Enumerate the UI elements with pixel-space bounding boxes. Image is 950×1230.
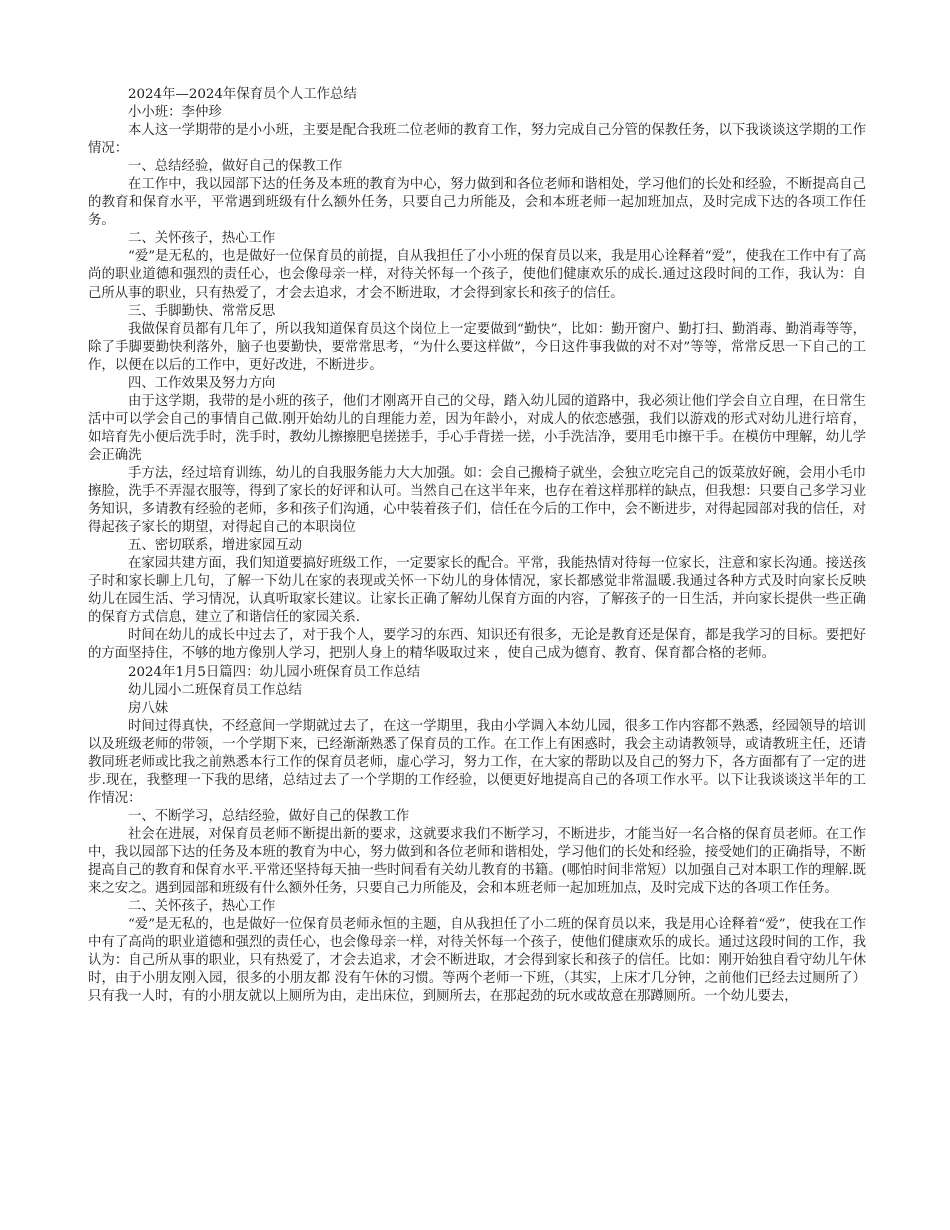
paragraph: “爱”是无私的，也是做好一位保育员老师永恒的主题，自从我担任了小二班的保育员以来，我是用心诠释着“爱”，使我在工作中有了高尚的职业道德和强烈的责任心，也会像母亲一样，对待关怀每一个孩子，使他们健康欢乐的成长。通过这段时间的工作，我认为：自己所从事的职业，只有热爱了，才会去追求，才会不断进取，才会得到家长和孩子的信任。比如：刚开始独自看守幼儿午休时，由于小朋友刚入园，很多的小朋友都 没有午休的习惯。等两个老师一下班，（其实，上床才几分钟，之前他们已经去过厕所了）只有我一人时，有的小朋友就以上厕所为由，走出床位，到厕所去，在那起劲的玩水或故意在那蹲厕所。一个幼儿要去，	[88, 917, 866, 1005]
paragraph: 由于这学期，我带的是小班的孩子，他们才刚离开自己的父母，踏入幼儿园的道路中，我必须让他们学会自立自理，在日常生活中可以学会自己的事情自己做.刚开始幼儿的自理能力差，因为年龄小，对成人的依恋感强，我们以游戏的形式对幼儿进行培育，如培育先小便后洗手时，洗手时，教幼儿擦擦肥皂搓搓手，手心手背搓一搓，小手洗洁净，要用毛巾擦干手。在模仿中理解，幼儿学会正确洗	[88, 393, 866, 463]
paragraph: “爱”是无私的，也是做好一位保育员的前提，自从我担任了小小班的保育员以来，我是用心诠释着“爱”，使我在工作中有了高尚的职业道德和强烈的责任心，也会像母亲一样，对待关怀每一个孩子，使他们健康欢乐的成长.通过这段时间的工作，我认为：自己所从事的职业，只有热爱了，才会去追求，才会不断进取，才会得到家长和孩子的信任。	[88, 249, 866, 301]
section-heading: 一、总结经验，做好自己的保教工作	[128, 159, 343, 175]
paragraph: 时间在幼儿的成长中过去了，对于我个人，要学习的东西、知识还有很多，无论是教育还是保育，都是我学习的目标。要把好的方面坚持住，不够的地方像别人学习，把别人身上的精华吸取过来 ，使自己成为德育、教育、保育都合格的老师。	[88, 628, 866, 662]
paragraph: 时间过得真快，不经意间一学期就过去了，在这一学期里，我由小学调入本幼儿园，很多工作内容都不熟悉，经园领导的培训以及班级老师的带领，一个学期下来，已经渐渐熟悉了保育员的工作。在工作上有困惑时，我会主动请教领导，或请教班主任，还请教同班老师或比我之前熟悉本行工作的保育员老师，虚心学习，努力工作，在大家的帮助以及自己的努力下，各方面都有了一定的进步.现在，我整理一下我的思绪，总结过去了一个学期的工作经验，以便更好地提高自己的各项工作水平。以下让我谈谈这半年的工作情况：	[88, 718, 866, 806]
section-heading: 四、工作效果及努力方向	[128, 375, 276, 391]
paragraph: 在工作中，我以园部下达的任务及本班的教育为中心，努力做到和各位老师和谐相处，学习他们的长处和经验，不断提高自己的教育和保育水平，平常遇到班级有什么额外任务，只要自己力所能及，会和本班老师一起加班加点，及时完成下达的各项工作任务。	[88, 177, 866, 229]
document-subtitle: 幼儿园小二班保育员工作总结	[128, 682, 303, 698]
section-heading: 二、关怀孩子，热心工作	[128, 899, 276, 915]
author-line: 小小班：李仲珍	[128, 105, 222, 121]
paragraph: 在家园共建方面，我们知道要搞好班级工作，一定要家长的配合。平常，我能热情对待每一位家长，注意和家长沟通。接送孩子时和家长聊上几句，了解一下幼儿在家的表现或关怀一下幼儿的身体情况，家长都感觉非常温暖.我通过各种方式及时向家长反映幼儿在园生活、学习情况，认真听取家长建议。让家长正确了解幼儿保育方面的内容，了解孩子的一日生活，并向家长提供一些正确的保育方式信息，建立了和谐信任的家园关系.	[88, 556, 866, 626]
paragraph: 社会在进展，对保育员老师不断提出新的要求，这就要求我们不断学习，不断进步，才能当好一名合格的保育员老师。在工作中，我以园部下达的任务及本班的教育为中心，努力做到和各位老师和谐相处，学习他们的长处和经验，接受她们的正确指导，不断提高自己的教育和保育水平.平常还坚持每天抽一些时间看有关幼儿教育的书籍。(哪怕时间非常短）以加强自己对本职工作的理解.既来之安之。遇到园部和班级有什么额外任务，只要自己力所能及，会和本班老师一起加班加点，及时完成下达的各项工作任务。	[88, 826, 866, 897]
paragraph: 本人这一学期带的是小小班，主要是配合我班二位老师的教育工作，努力完成自己分管的保教任务，以下我谈谈这学期的工作情况：	[88, 123, 866, 157]
paragraph: 手方法，经过培育训练，幼儿的自我服务能力大大加强。如：会自己搬椅子就坐，会独立吃完自己的饭菜放好碗，会用小毛巾擦脸，洗手不弄湿衣服等，得到了家长的好评和认可。当然自己在这半年来，也存在着这样那样的缺点，但我想：只要自己多学习业务知识，多请教有经验的老师，多和孩子们沟通，心中装着孩子们，信任在今后的工作中，会不断进步，对得起园部对我的信任，对得起孩子家长的期望，对得起自己的本职岗位	[88, 465, 866, 536]
section-heading: 二、关怀孩子，热心工作	[128, 231, 276, 247]
document-body	[88, 86, 866, 1006]
section-heading: 五、密切联系，增进家园互动	[128, 538, 303, 554]
paragraph: 我做保育员都有几年了，所以我知道保育员这个岗位上一定要做到“勤快”，比如：勤开窗户、勤打扫、勤消毒、勤消毒等等，除了手脚要勤快利落外，脑子也要勤快，要常常思考，“为什么要这样做”，今日这件事我做的对不对”等等，常常反思一下自己的工作，以便在以后的工作中，更好改进，不断进步。	[88, 321, 866, 373]
section-heading: 一、不断学习，总结经验，做好自己的保教工作	[128, 808, 410, 824]
author-line: 房八妹	[128, 700, 169, 716]
document-title: 2024年—2024年保育员个人工作总结	[128, 87, 357, 102]
section-title: 2024年1月5日篇四：幼儿园小班保育员工作总结	[128, 664, 421, 680]
section-heading: 三、手脚勤快、常常反思	[128, 303, 276, 319]
